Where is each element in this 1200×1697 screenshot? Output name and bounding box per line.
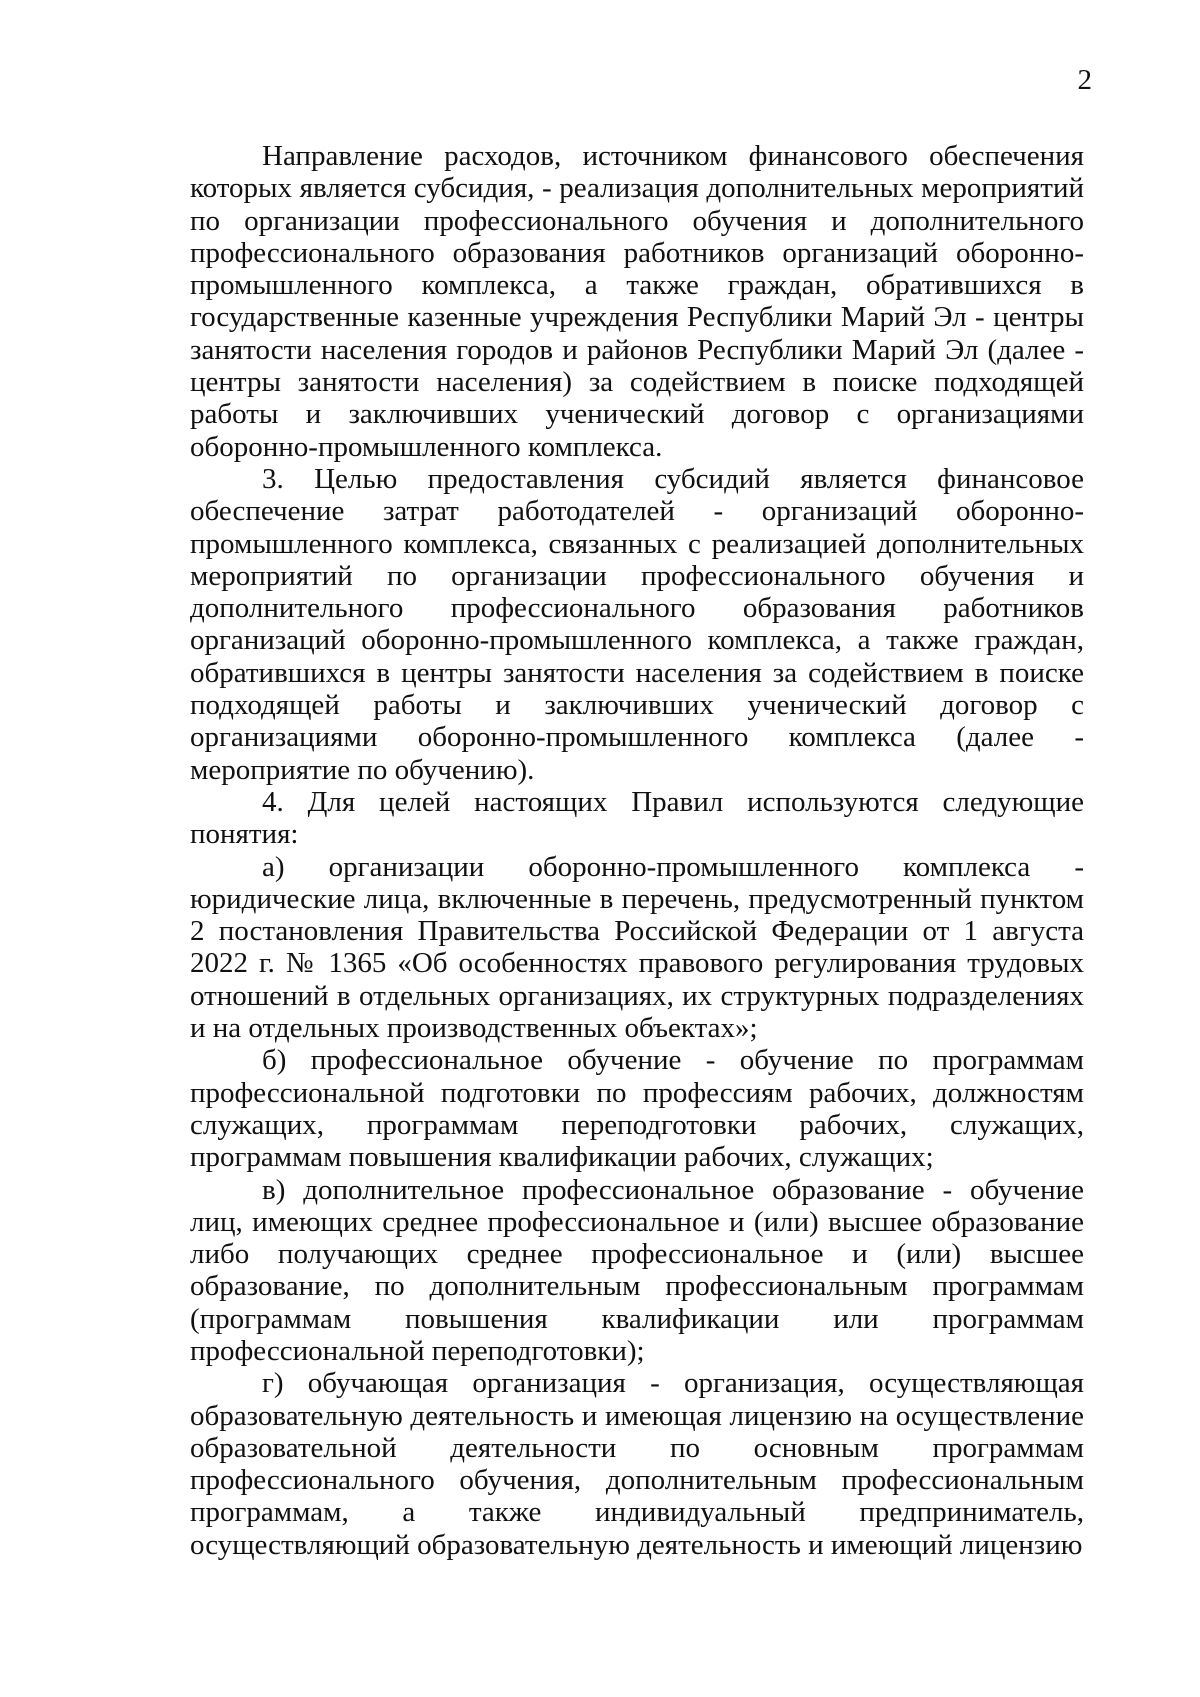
document-body <box>190 140 1084 1561</box>
paragraph-definition-b: б) профессиональное обучение - обучение по программам профессиональной подготовки по профессиям рабочих, должностям служащих, программам переподготовки рабочих, служащих, программам повышения квалификации рабочих, служащих; <box>190 1044 1084 1174</box>
paragraph-definition-a: а) организации оборонно-промышленного комплекса - юридические лица, включенные в перечень, предусмотренный пунктом 2 постановления Правительства Российской Федерации от 1 августа 2022 г. № 1365 «Об особенностях правового регулирования трудовых отношений в отдельных организациях, их структурных подразделениях и на отдельных производственных объектах»; <box>190 850 1084 1045</box>
paragraph-item-4-definitions: 4. Для целей настоящих Правил используются следующие понятия: <box>190 785 1084 851</box>
page-number: 2 <box>1077 64 1092 96</box>
paragraph-item-3-purpose: 3. Целью предоставления субсидий является финансовое обеспечение затрат работодателей - организаций оборонно-промышленного комплекса, связанных с реализацией дополнительных мероприятий по организации профессионального обучения и дополнительного профессионального образования работников организаций оборонно-промышленного комплекса, а также граждан, обратившихся в центры занятости населения за содействием в поиске подходящей работы и заключивших ученический договор с организациями оборонно-промышленного комплекса (далее - мероприятие по обучению). <box>190 462 1084 786</box>
paragraph-expense-direction: Направление расходов, источником финансового обеспечения которых является субсидия, - реализация дополнительных мероприятий по организации профессионального обучения и дополнительного профессионального образования работников организаций оборонно-промышленного комплекса, а также граждан, обратившихся в государственные казенные учреждения Республики Марий Эл - центры занятости населения городов и районов Республики Марий Эл (далее - центры занятости населения) за содействием в поиске подходящей работы и заключивших ученический договор с организациями оборонно-промышленного комплекса. <box>190 140 1084 463</box>
paragraph-definition-g: г) обучающая организация - организация, осуществляющая образовательную деятельность и имеющая лицензию на осуществление образовательной деятельности по основным программам профессионального обучения, дополнительным профессиональным программам, а также индивидуальный предприниматель, осуществляющий образовательную деятельность и имеющий лицензию <box>190 1367 1084 1561</box>
paragraph-definition-v: в) дополнительное профессиональное образование - обучение лиц, имеющих среднее профессиональное и (или) высшее образование либо получающих среднее профессиональное и (или) высшее образование, по дополнительным профессиональным программам (программам повышения квалификации или программам профессиональной переподготовки); <box>190 1173 1084 1367</box>
